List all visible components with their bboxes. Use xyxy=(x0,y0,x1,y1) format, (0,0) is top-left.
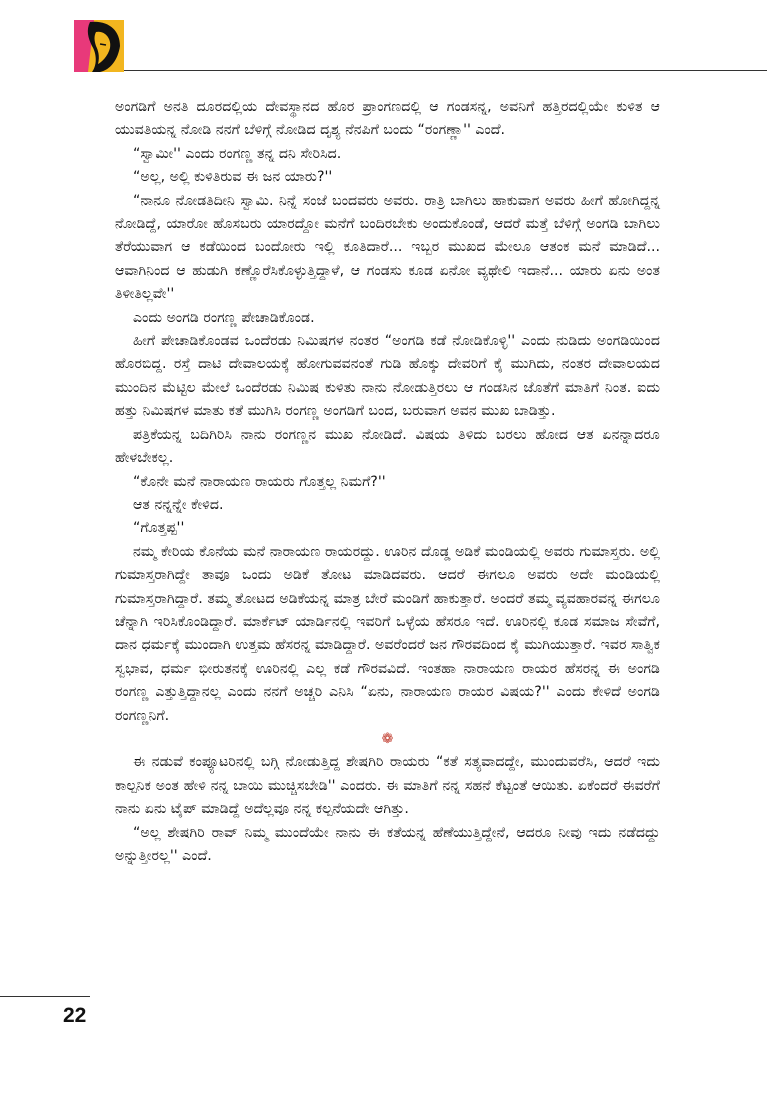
paragraph: ಈ ನಡುವೆ ಕಂಪ್ಯೂಟರಿನಲ್ಲಿ ಬಗ್ಗಿ ನೋಡುತ್ತಿದ್ದ ಶೇಷಗಿರಿ ರಾಯರು “ಕತೆ ಸತ್ಯವಾದದ್ದೇ, ಮುಂದುವರೆಸಿ, ಆದರೆ ಇದು ಕಾಲ್ಪನಿಕ ಅಂತ ಹೇಳಿ ನನ್ನ ಬಾಯಿ ಮುಚ್ಚಿಸಬೇಡಿ'' ಎಂದರು. ಈ ಮಾತಿಗೆ ನನ್ನ ಸಹನೆ ಕೆಟ್ಟಂತೆ ಆಯಿತು. ಏಕೆಂದರೆ ಈವರೆಗೆ ನಾನು ಏನು ಟೈಪ್ ಮಾಡಿದ್ದೆ ಅದೆಲ್ಲವೂ ನನ್ನ ಕಲ್ಪನೆಯದೇ ಆಗಿತ್ತು. xyxy=(115,754,660,818)
paragraph: “ಅಲ್ಲ, ಅಲ್ಲಿ ಕುಳಿತಿರುವ ಈ ಜನ ಯಾರು?'' xyxy=(133,169,333,186)
paragraph: “ಗೊತ್ತಪ್ಪ'' xyxy=(133,520,185,537)
page-number: 22 xyxy=(63,1004,87,1027)
header-rule xyxy=(75,70,767,71)
paragraph: “ಸ್ವಾಮೀ'' ಎಂದು ರಂಗಣ್ಣ ತನ್ನ ದನಿ ಸೇರಿಸಿದ. xyxy=(133,145,342,162)
paragraph: “ಕೊನೇ ಮನೆ ನಾರಾಯಣ ರಾಯರು ಗೊತ್ತಲ್ಲ ನಿಮಗೆ?'' xyxy=(133,473,386,490)
paragraph: ಅಂಗಡಿಗೆ ಅನತಿ ದೂರದಲ್ಲಿಯ ದೇವಸ್ಥಾನದ ಹೊರ ಪ್ರಾಂಗಣದಲ್ಲಿ ಆ ಗಂಡಸನ್ನ, ಅವನಿಗೆ ಹತ್ತಿರದಲ್ಲಿಯೇ ಕುಳಿತ ಆ ಯುವತಿಯನ್ನ ನೋಡಿ ನನಗೆ ಬೆಳಿಗ್ಗೆ ನೋಡಿದ ದೃಶ್ಯ ನೆನಪಿಗೆ ಬಂದು “ರಂಗಣ್ಣಾ'' ಎಂದೆ. xyxy=(115,99,660,139)
paragraph: ಎಂದು ಅಂಗಡಿ ರಂಗಣ್ಣ ಪೇಚಾಡಿಕೊಂಡ. xyxy=(133,309,315,326)
paragraph: “ಅಲ್ಲ ಶೇಷಗಿರಿ ರಾವ್ ನಿಮ್ಮ ಮುಂದೆಯೇ ನಾನು ಈ ಕತೆಯನ್ನ ಹೆಣೆಯುತ್ತಿದ್ದೇನೆ, ಆದರೂ ನೀವು ಇದು ನಡೆದದ್ದು ಅನ್ನುತ್ತೀರಲ್ಲ'' ಎಂದೆ. xyxy=(115,824,660,864)
section-divider-icon: ❁ xyxy=(381,730,394,747)
paragraph: “ನಾನೂ ನೋಡತಿದೀನಿ ಸ್ವಾಮಿ. ನಿನ್ನೆ ಸಂಜೆ ಬಂದವರು ಅವರು. ರಾತ್ರಿ ಬಾಗಿಲು ಹಾಕುವಾಗ ಅವರು ಹೀಗೆ ಹೋಗಿದ್ದನ್ನ ನೋಡಿದ್ದೆ, ಯಾರೋ ಹೊಸಬರು ಯಾರದ್ದೋ ಮನೆಗೆ ಬಂದಿರಬೇಕು ಅಂದುಕೊಂಡೆ, ಆದರೆ ಮತ್ತೆ ಬೆಳಿಗ್ಗೆ ಅಂಗಡಿ ಬಾಗಿಲು ತೆರೆಯುವಾಗ ಆ ಕಡೆಯಿಂದ ಬಂದೋರು ಇಲ್ಲಿ ಕೂತಿದಾರೆ... ಇಬ್ಬರ ಮುಖದ ಮೇಲೂ ಆತಂಕ ಮನೆ ಮಾಡಿದೆ... ಆವಾಗಿನಿಂದ ಆ ಹುಡುಗಿ ಕಣ್ಣೊರೆಸಿಕೊಳ್ಳುತ್ತಿದ್ದಾಳೆ, ಆ ಗಂಡಸು ಕೂಡ ಏನೋ ವ್ಯಥೇಲಿ ಇದಾನೆ... ಯಾರು ಏನು ಅಂತ ತಿಳೀತಿಲ್ಲವೇ'' xyxy=(115,192,660,303)
paragraph: ನಮ್ಮ ಕೇರಿಯ ಕೊನೆಯ ಮನೆ ನಾರಾಯಣ ರಾಯರದ್ದು. ಊರಿನ ದೊಡ್ಡ ಅಡಿಕೆ ಮಂಡಿಯಲ್ಲಿ ಅವರು ಗುಮಾಸ್ತರು. ಅಲ್ಲಿ ಗುಮಾಸ್ತರಾಗಿದ್ದೇ ತಾವೂ ಒಂದು ಅಡಿಕೆ ತೋಟ ಮಾಡಿದವರು. ಆದರೆ ಈಗಲೂ ಅವರು ಅದೇ ಮಂಡಿಯಲ್ಲಿ ಗುಮಾಸ್ತರಾಗಿದ್ದಾರೆ. ತಮ್ಮ ತೋಟದ ಅಡಿಕೆಯನ್ನ ಮಾತ್ರ ಬೇರೆ ಮಂಡಿಗೆ ಹಾಕುತ್ತಾರೆ. ಅಂದರೆ ತಮ್ಮ ವ್ಯವಹಾರವನ್ನ ಈಗಲೂ ಚೆನ್ನಾಗಿ ಇರಿಸಿಕೊಂಡಿದ್ದಾರೆ. ಮಾರ್ಕೆಟ್ ಯಾರ್ಡಿನಲ್ಲಿ ಇವರಿಗೆ ಒಳ್ಳೆಯ ಹೆಸರೂ ಇದೆ. ಊರಿನಲ್ಲಿ ಕೂಡ ಸಮಾಜ ಸೇವೆಗೆ, ದಾನ ಧರ್ಮಕ್ಕೆ ಮುಂದಾಗಿ ಉತ್ತಮ ಹೆಸರನ್ನ ಮಾಡಿದ್ದಾರೆ. ಅವರೆಂದರೆ ಜನ ಗೌರವದಿಂದ ಕೈ ಮುಗಿಯುತ್ತಾರೆ. ಇವರ ಸಾತ್ವಿಕ ಸ್ವಭಾವ, ಧರ್ಮ ಭೀರುತನಕ್ಕೆ ಊರಿನಲ್ಲಿ ಎಲ್ಲ ಕಡೆ ಗೌರವವಿದೆ. ಇಂತಹಾ ನಾರಾಯಣ ರಾಯರ ಹೆಸರನ್ನ ಈ ಅಂಗಡಿ ರಂಗಣ್ಣ ಎತ್ತುತ್ತಿದ್ದಾನಲ್ಲ ಎಂದು ನನಗೆ ಅಚ್ಚರಿ ಎನಿಸಿ “ಏನು, ನಾರಾಯಣ ರಾಯರ ವಿಷಯ?'' ಎಂದು ಕೇಳಿದೆ ಅಂಗಡಿ ರಂಗಣ್ಣನಿಗೆ. xyxy=(115,543,660,724)
footer-rule xyxy=(0,996,90,997)
paragraph: ಹೀಗೆ ಪೇಚಾಡಿಕೊಂಡವ ಒಂದೆರಡು ನಿಮಿಷಗಳ ನಂತರ “ಅಂಗಡಿ ಕಡೆ ನೋಡಿಕೊಳ್ಳಿ'' ಎಂದು ನುಡಿದು ಅಂಗಡಿಯಿಂದ ಹೊರಬಿದ್ದ. ರಸ್ತೆ ದಾಟಿ ದೇವಾಲಯಕ್ಕೆ ಹೋಗುವವನಂತೆ ಗುಡಿ ಹೊಕ್ಕು ದೇವರಿಗೆ ಕೈ ಮುಗಿದು, ನಂತರ ದೇವಾಲಯದ ಮುಂದಿನ ಮೆಟ್ಟಿಲ ಮೇಲೆ ಒಂದೆರಡು ನಿಮಿಷ ಕುಳಿತು ನಾನು ನೋಡುತ್ತಿರಲು ಆ ಗಂಡಸಿನ ಜೊತೆಗೆ ಮಾತಿಗೆ ನಿಂತ. ಐದು ಹತ್ತು ನಿಮಿಷಗಳ ಮಾತು ಕತೆ ಮುಗಿಸಿ ರಂಗಣ್ಣ ಅಂಗಡಿಗೆ ಬಂದ, ಬರುವಾಗ ಅವನ ಮುಖ ಬಾಡಿತ್ತು. xyxy=(115,333,660,420)
paragraph: ಆತ ನನ್ನನ್ನೇ ಕೇಳಿದ. xyxy=(133,496,224,513)
paragraph: ಪತ್ರಿಕೆಯನ್ನ ಬದಿಗಿರಿಸಿ ನಾನು ರಂಗಣ್ಣನ ಮುಖ ನೋಡಿದೆ. ವಿಷಯ ತಿಳಿದು ಬರಲು ಹೋದ ಆತ ಏನನ್ನಾದರೂ ಹೇಳಬೇಕಲ್ಲ. xyxy=(115,426,660,467)
story-text xyxy=(115,96,660,868)
woman-face-logo-icon xyxy=(74,20,124,72)
